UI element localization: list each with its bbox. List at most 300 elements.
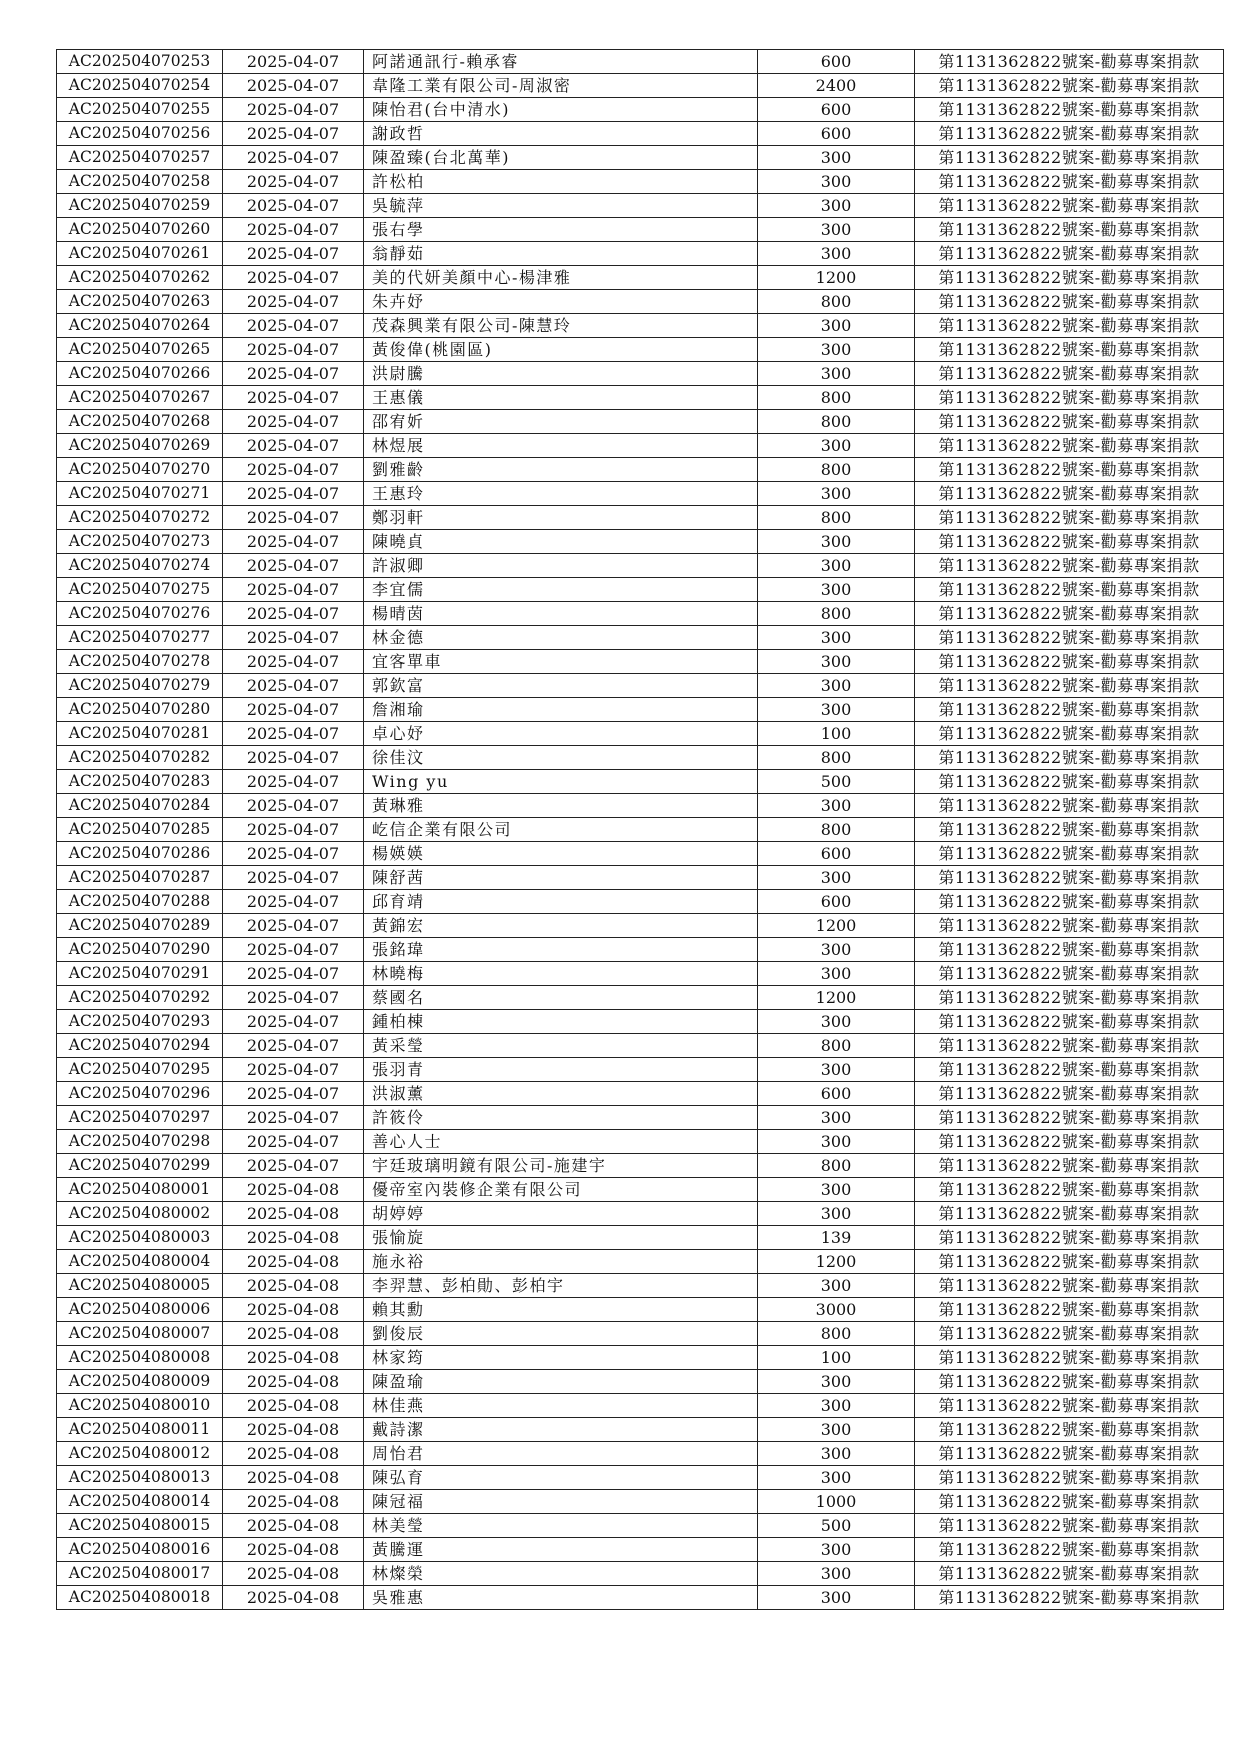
donation-amount-cell: 300	[758, 1466, 915, 1490]
table-row	[57, 122, 1224, 146]
receipt-number-cell: AC202504080016	[57, 1538, 223, 1562]
donation-amount-cell: 300	[758, 1370, 915, 1394]
table-row	[57, 1466, 1224, 1490]
table-row	[57, 1370, 1224, 1394]
donation-date-cell: 2025-04-07	[223, 674, 364, 698]
donation-date-cell: 2025-04-07	[223, 410, 364, 434]
donation-date-cell: 2025-04-07	[223, 434, 364, 458]
receipt-number-cell: AC202504070279	[57, 674, 223, 698]
donation-date-cell: 2025-04-08	[223, 1514, 364, 1538]
donor-name-cell: 林美瑩	[364, 1514, 758, 1538]
donation-purpose-cell: 第1131362822號案-勸募專案捐款	[915, 890, 1224, 914]
table-row	[57, 890, 1224, 914]
receipt-number-cell: AC202504070281	[57, 722, 223, 746]
donor-name-cell: 楊媖媖	[364, 842, 758, 866]
donor-name-cell: 劉俊辰	[364, 1322, 758, 1346]
donation-date-cell: 2025-04-08	[223, 1418, 364, 1442]
donor-name-cell: 黃琳雅	[364, 794, 758, 818]
receipt-number-cell: AC202504070269	[57, 434, 223, 458]
donation-date-cell: 2025-04-07	[223, 122, 364, 146]
receipt-number-cell: AC202504070268	[57, 410, 223, 434]
donation-purpose-cell: 第1131362822號案-勸募專案捐款	[915, 1394, 1224, 1418]
donation-amount-cell: 300	[758, 314, 915, 338]
donation-date-cell: 2025-04-07	[223, 482, 364, 506]
donation-amount-cell: 100	[758, 1346, 915, 1370]
donation-purpose-cell: 第1131362822號案-勸募專案捐款	[915, 1034, 1224, 1058]
donation-date-cell: 2025-04-07	[223, 1130, 364, 1154]
table-row	[57, 50, 1224, 74]
donation-purpose-cell: 第1131362822號案-勸募專案捐款	[915, 266, 1224, 290]
donation-purpose-cell: 第1131362822號案-勸募專案捐款	[915, 290, 1224, 314]
donor-name-cell: 張羽青	[364, 1058, 758, 1082]
donation-date-cell: 2025-04-08	[223, 1586, 364, 1610]
donation-amount-cell: 300	[758, 962, 915, 986]
donation-amount-cell: 300	[758, 482, 915, 506]
donation-date-cell: 2025-04-07	[223, 386, 364, 410]
receipt-number-cell: AC202504080015	[57, 1514, 223, 1538]
donation-table-body	[57, 50, 1224, 1610]
donation-date-cell: 2025-04-08	[223, 1274, 364, 1298]
table-row	[57, 98, 1224, 122]
donor-name-cell: 陳冠福	[364, 1490, 758, 1514]
donor-name-cell: 謝政哲	[364, 122, 758, 146]
donor-name-cell: 宇廷玻璃明鏡有限公司-施建宇	[364, 1154, 758, 1178]
receipt-number-cell: AC202504080013	[57, 1466, 223, 1490]
donation-date-cell: 2025-04-08	[223, 1442, 364, 1466]
receipt-number-cell: AC202504080014	[57, 1490, 223, 1514]
donation-amount-cell: 300	[758, 578, 915, 602]
receipt-number-cell: AC202504070276	[57, 602, 223, 626]
table-row	[57, 1010, 1224, 1034]
table-row	[57, 842, 1224, 866]
receipt-number-cell: AC202504080005	[57, 1274, 223, 1298]
table-row	[57, 866, 1224, 890]
donation-amount-cell: 300	[758, 554, 915, 578]
donation-date-cell: 2025-04-07	[223, 362, 364, 386]
table-row	[57, 170, 1224, 194]
donation-purpose-cell: 第1131362822號案-勸募專案捐款	[915, 362, 1224, 386]
donor-name-cell: 林曉梅	[364, 962, 758, 986]
donor-name-cell: 許松柏	[364, 170, 758, 194]
donation-date-cell: 2025-04-07	[223, 890, 364, 914]
donor-name-cell: 徐佳汶	[364, 746, 758, 770]
donation-date-cell: 2025-04-07	[223, 458, 364, 482]
donation-date-cell: 2025-04-08	[223, 1346, 364, 1370]
donation-date-cell: 2025-04-07	[223, 290, 364, 314]
donation-date-cell: 2025-04-07	[223, 938, 364, 962]
donation-purpose-cell: 第1131362822號案-勸募專案捐款	[915, 1514, 1224, 1538]
receipt-number-cell: AC202504070295	[57, 1058, 223, 1082]
donation-amount-cell: 300	[758, 1538, 915, 1562]
donation-date-cell: 2025-04-07	[223, 914, 364, 938]
donation-date-cell: 2025-04-07	[223, 554, 364, 578]
table-row	[57, 218, 1224, 242]
donor-name-cell: 戴詩潔	[364, 1418, 758, 1442]
donation-date-cell: 2025-04-07	[223, 1034, 364, 1058]
donation-purpose-cell: 第1131362822號案-勸募專案捐款	[915, 1202, 1224, 1226]
donation-purpose-cell: 第1131362822號案-勸募專案捐款	[915, 1154, 1224, 1178]
donor-name-cell: 翁靜茹	[364, 242, 758, 266]
donation-amount-cell: 1000	[758, 1490, 915, 1514]
donation-purpose-cell: 第1131362822號案-勸募專案捐款	[915, 674, 1224, 698]
receipt-number-cell: AC202504080012	[57, 1442, 223, 1466]
donation-date-cell: 2025-04-07	[223, 338, 364, 362]
receipt-number-cell: AC202504080009	[57, 1370, 223, 1394]
donor-name-cell: 王惠玲	[364, 482, 758, 506]
donation-date-cell: 2025-04-08	[223, 1490, 364, 1514]
receipt-number-cell: AC202504070261	[57, 242, 223, 266]
receipt-number-cell: AC202504070287	[57, 866, 223, 890]
receipt-number-cell: AC202504070274	[57, 554, 223, 578]
receipt-number-cell: AC202504080004	[57, 1250, 223, 1274]
donation-purpose-cell: 第1131362822號案-勸募專案捐款	[915, 194, 1224, 218]
table-row	[57, 1274, 1224, 1298]
donation-amount-cell: 600	[758, 842, 915, 866]
table-row	[57, 1034, 1224, 1058]
table-row	[57, 314, 1224, 338]
receipt-number-cell: AC202504070278	[57, 650, 223, 674]
table-row	[57, 362, 1224, 386]
donation-purpose-cell: 第1131362822號案-勸募專案捐款	[915, 602, 1224, 626]
donor-name-cell: 詹湘瑜	[364, 698, 758, 722]
table-row	[57, 746, 1224, 770]
table-row	[57, 1298, 1224, 1322]
table-row	[57, 242, 1224, 266]
donation-purpose-cell: 第1131362822號案-勸募專案捐款	[915, 1298, 1224, 1322]
receipt-number-cell: AC202504080007	[57, 1322, 223, 1346]
receipt-number-cell: AC202504070299	[57, 1154, 223, 1178]
receipt-number-cell: AC202504070256	[57, 122, 223, 146]
donor-name-cell: 李羿慧、彭柏勛、彭柏宇	[364, 1274, 758, 1298]
donation-amount-cell: 500	[758, 770, 915, 794]
donation-purpose-cell: 第1131362822號案-勸募專案捐款	[915, 1106, 1224, 1130]
donation-amount-cell: 2400	[758, 74, 915, 98]
table-row	[57, 1082, 1224, 1106]
donation-purpose-cell: 第1131362822號案-勸募專案捐款	[915, 1226, 1224, 1250]
donation-purpose-cell: 第1131362822號案-勸募專案捐款	[915, 1178, 1224, 1202]
donation-purpose-cell: 第1131362822號案-勸募專案捐款	[915, 410, 1224, 434]
donor-name-cell: 林佳燕	[364, 1394, 758, 1418]
table-row	[57, 530, 1224, 554]
donor-name-cell: 卓心妤	[364, 722, 758, 746]
donation-amount-cell: 800	[758, 1322, 915, 1346]
receipt-number-cell: AC202504070294	[57, 1034, 223, 1058]
donation-purpose-cell: 第1131362822號案-勸募專案捐款	[915, 482, 1224, 506]
donation-amount-cell: 300	[758, 698, 915, 722]
donation-date-cell: 2025-04-07	[223, 722, 364, 746]
donor-name-cell: 洪尉騰	[364, 362, 758, 386]
receipt-number-cell: AC202504070283	[57, 770, 223, 794]
donor-name-cell: 張愉旋	[364, 1226, 758, 1250]
donor-name-cell: 張右學	[364, 218, 758, 242]
donation-amount-cell: 600	[758, 122, 915, 146]
donation-purpose-cell: 第1131362822號案-勸募專案捐款	[915, 50, 1224, 74]
table-row	[57, 1154, 1224, 1178]
receipt-number-cell: AC202504080006	[57, 1298, 223, 1322]
receipt-number-cell: AC202504070259	[57, 194, 223, 218]
donation-amount-cell: 800	[758, 410, 915, 434]
donor-name-cell: 張銘瑋	[364, 938, 758, 962]
table-row	[57, 1178, 1224, 1202]
donation-date-cell: 2025-04-07	[223, 602, 364, 626]
donation-amount-cell: 300	[758, 794, 915, 818]
table-row	[57, 1346, 1224, 1370]
donor-name-cell: 黃俊偉(桃園區)	[364, 338, 758, 362]
receipt-number-cell: AC202504080008	[57, 1346, 223, 1370]
donation-purpose-cell: 第1131362822號案-勸募專案捐款	[915, 842, 1224, 866]
table-row	[57, 1490, 1224, 1514]
donation-amount-cell: 300	[758, 1586, 915, 1610]
donation-date-cell: 2025-04-07	[223, 74, 364, 98]
donation-amount-cell: 800	[758, 458, 915, 482]
donor-name-cell: 吳雅惠	[364, 1586, 758, 1610]
table-row	[57, 386, 1224, 410]
table-row	[57, 938, 1224, 962]
donation-amount-cell: 300	[758, 530, 915, 554]
donation-date-cell: 2025-04-07	[223, 650, 364, 674]
table-row	[57, 794, 1224, 818]
receipt-number-cell: AC202504070264	[57, 314, 223, 338]
donation-date-cell: 2025-04-07	[223, 1058, 364, 1082]
receipt-number-cell: AC202504070280	[57, 698, 223, 722]
donation-date-cell: 2025-04-07	[223, 530, 364, 554]
donation-date-cell: 2025-04-07	[223, 194, 364, 218]
table-row	[57, 818, 1224, 842]
donor-name-cell: 韋隆工業有限公司-周淑密	[364, 74, 758, 98]
donor-name-cell: 劉雅齡	[364, 458, 758, 482]
donor-name-cell: 邵宥妡	[364, 410, 758, 434]
donation-purpose-cell: 第1131362822號案-勸募專案捐款	[915, 1562, 1224, 1586]
donor-name-cell: 屹信企業有限公司	[364, 818, 758, 842]
donation-purpose-cell: 第1131362822號案-勸募專案捐款	[915, 698, 1224, 722]
donation-purpose-cell: 第1131362822號案-勸募專案捐款	[915, 1322, 1224, 1346]
table-row	[57, 458, 1224, 482]
donation-purpose-cell: 第1131362822號案-勸募專案捐款	[915, 218, 1224, 242]
donation-date-cell: 2025-04-07	[223, 770, 364, 794]
donation-amount-cell: 500	[758, 1514, 915, 1538]
table-row	[57, 962, 1224, 986]
donor-name-cell: 周怡君	[364, 1442, 758, 1466]
donation-amount-cell: 1200	[758, 986, 915, 1010]
donor-name-cell: 楊晴茵	[364, 602, 758, 626]
donation-amount-cell: 800	[758, 386, 915, 410]
table-row	[57, 1250, 1224, 1274]
donation-amount-cell: 300	[758, 1202, 915, 1226]
donation-amount-cell: 3000	[758, 1298, 915, 1322]
donor-name-cell: 美的代妍美顏中心-楊津雅	[364, 266, 758, 290]
receipt-number-cell: AC202504070266	[57, 362, 223, 386]
receipt-number-cell: AC202504080010	[57, 1394, 223, 1418]
donation-purpose-cell: 第1131362822號案-勸募專案捐款	[915, 338, 1224, 362]
receipt-number-cell: AC202504070267	[57, 386, 223, 410]
table-row	[57, 290, 1224, 314]
donation-purpose-cell: 第1131362822號案-勸募專案捐款	[915, 818, 1224, 842]
receipt-number-cell: AC202504070265	[57, 338, 223, 362]
table-row	[57, 1442, 1224, 1466]
donation-purpose-cell: 第1131362822號案-勸募專案捐款	[915, 242, 1224, 266]
receipt-number-cell: AC202504070260	[57, 218, 223, 242]
table-row	[57, 1538, 1224, 1562]
receipt-number-cell: AC202504070255	[57, 98, 223, 122]
donation-date-cell: 2025-04-08	[223, 1178, 364, 1202]
donor-name-cell: 陳盈瑜	[364, 1370, 758, 1394]
table-row	[57, 434, 1224, 458]
donation-amount-cell: 300	[758, 1130, 915, 1154]
donation-purpose-cell: 第1131362822號案-勸募專案捐款	[915, 74, 1224, 98]
table-row	[57, 914, 1224, 938]
donation-date-cell: 2025-04-07	[223, 698, 364, 722]
donation-amount-cell: 800	[758, 818, 915, 842]
table-row	[57, 722, 1224, 746]
donation-purpose-cell: 第1131362822號案-勸募專案捐款	[915, 938, 1224, 962]
donation-amount-cell: 300	[758, 1418, 915, 1442]
donation-purpose-cell: 第1131362822號案-勸募專案捐款	[915, 1370, 1224, 1394]
donation-purpose-cell: 第1131362822號案-勸募專案捐款	[915, 866, 1224, 890]
table-row	[57, 1514, 1224, 1538]
donor-name-cell: 宜客單車	[364, 650, 758, 674]
receipt-number-cell: AC202504070262	[57, 266, 223, 290]
donor-name-cell: 郭欽富	[364, 674, 758, 698]
receipt-number-cell: AC202504070273	[57, 530, 223, 554]
donor-name-cell: 黃騰運	[364, 1538, 758, 1562]
table-row	[57, 1586, 1224, 1610]
donation-amount-cell: 300	[758, 626, 915, 650]
donation-purpose-cell: 第1131362822號案-勸募專案捐款	[915, 386, 1224, 410]
receipt-number-cell: AC202504070275	[57, 578, 223, 602]
donation-amount-cell: 800	[758, 290, 915, 314]
receipt-number-cell: AC202504080001	[57, 1178, 223, 1202]
receipt-number-cell: AC202504070285	[57, 818, 223, 842]
donation-date-cell: 2025-04-07	[223, 50, 364, 74]
donation-amount-cell: 300	[758, 194, 915, 218]
donor-name-cell: 陳曉貞	[364, 530, 758, 554]
donation-purpose-cell: 第1131362822號案-勸募專案捐款	[915, 1442, 1224, 1466]
table-row	[57, 1394, 1224, 1418]
receipt-number-cell: AC202504070272	[57, 506, 223, 530]
donation-purpose-cell: 第1131362822號案-勸募專案捐款	[915, 1010, 1224, 1034]
donation-purpose-cell: 第1131362822號案-勸募專案捐款	[915, 914, 1224, 938]
receipt-number-cell: AC202504080002	[57, 1202, 223, 1226]
receipt-number-cell: AC202504070296	[57, 1082, 223, 1106]
donation-amount-cell: 300	[758, 1010, 915, 1034]
donation-date-cell: 2025-04-07	[223, 578, 364, 602]
donation-date-cell: 2025-04-07	[223, 146, 364, 170]
donor-name-cell: 林燦榮	[364, 1562, 758, 1586]
donation-amount-cell: 300	[758, 338, 915, 362]
donor-name-cell: 林家筠	[364, 1346, 758, 1370]
donation-purpose-cell: 第1131362822號案-勸募專案捐款	[915, 434, 1224, 458]
donation-purpose-cell: 第1131362822號案-勸募專案捐款	[915, 770, 1224, 794]
table-row	[57, 1418, 1224, 1442]
donation-date-cell: 2025-04-07	[223, 626, 364, 650]
donor-name-cell: 善心人士	[364, 1130, 758, 1154]
table-row	[57, 986, 1224, 1010]
table-row	[57, 410, 1224, 434]
donation-date-cell: 2025-04-08	[223, 1538, 364, 1562]
donation-amount-cell: 300	[758, 362, 915, 386]
table-row	[57, 578, 1224, 602]
receipt-number-cell: AC202504070257	[57, 146, 223, 170]
table-row	[57, 338, 1224, 362]
donation-purpose-cell: 第1131362822號案-勸募專案捐款	[915, 1130, 1224, 1154]
donation-date-cell: 2025-04-07	[223, 314, 364, 338]
donor-name-cell: 陳弘育	[364, 1466, 758, 1490]
donation-purpose-cell: 第1131362822號案-勸募專案捐款	[915, 530, 1224, 554]
donation-purpose-cell: 第1131362822號案-勸募專案捐款	[915, 1586, 1224, 1610]
donation-amount-cell: 300	[758, 1442, 915, 1466]
receipt-number-cell: AC202504080011	[57, 1418, 223, 1442]
donor-name-cell: 許筱伶	[364, 1106, 758, 1130]
receipt-number-cell: AC202504070297	[57, 1106, 223, 1130]
donation-amount-cell: 300	[758, 1394, 915, 1418]
receipt-number-cell: AC202504070271	[57, 482, 223, 506]
donation-amount-cell: 300	[758, 1058, 915, 1082]
donation-amount-cell: 600	[758, 50, 915, 74]
donation-purpose-cell: 第1131362822號案-勸募專案捐款	[915, 1250, 1224, 1274]
table-row	[57, 146, 1224, 170]
receipt-number-cell: AC202504070291	[57, 962, 223, 986]
receipt-number-cell: AC202504070288	[57, 890, 223, 914]
table-row	[57, 194, 1224, 218]
donation-amount-cell: 300	[758, 170, 915, 194]
table-row	[57, 1106, 1224, 1130]
receipt-number-cell: AC202504070270	[57, 458, 223, 482]
receipt-number-cell: AC202504070286	[57, 842, 223, 866]
donation-purpose-cell: 第1131362822號案-勸募專案捐款	[915, 98, 1224, 122]
donation-amount-cell: 300	[758, 146, 915, 170]
donation-purpose-cell: 第1131362822號案-勸募專案捐款	[915, 650, 1224, 674]
donation-date-cell: 2025-04-07	[223, 170, 364, 194]
donation-date-cell: 2025-04-08	[223, 1394, 364, 1418]
donor-name-cell: 林煜展	[364, 434, 758, 458]
donation-purpose-cell: 第1131362822號案-勸募專案捐款	[915, 1490, 1224, 1514]
donation-purpose-cell: 第1131362822號案-勸募專案捐款	[915, 626, 1224, 650]
table-row	[57, 554, 1224, 578]
donation-amount-cell: 1200	[758, 266, 915, 290]
donation-purpose-cell: 第1131362822號案-勸募專案捐款	[915, 1538, 1224, 1562]
table-row	[57, 674, 1224, 698]
donor-name-cell: Wing yu	[364, 770, 758, 794]
donor-name-cell: 茂森興業有限公司-陳慧玲	[364, 314, 758, 338]
donation-amount-cell: 300	[758, 1178, 915, 1202]
donation-date-cell: 2025-04-08	[223, 1226, 364, 1250]
donation-purpose-cell: 第1131362822號案-勸募專案捐款	[915, 1466, 1224, 1490]
donation-amount-cell: 800	[758, 506, 915, 530]
donor-name-cell: 胡婷婷	[364, 1202, 758, 1226]
donation-amount-cell: 300	[758, 1274, 915, 1298]
donor-name-cell: 邱育靖	[364, 890, 758, 914]
donation-date-cell: 2025-04-08	[223, 1298, 364, 1322]
donor-name-cell: 優帝室內裝修企業有限公司	[364, 1178, 758, 1202]
donation-date-cell: 2025-04-08	[223, 1466, 364, 1490]
table-row	[57, 482, 1224, 506]
table-row	[57, 1226, 1224, 1250]
donation-amount-cell: 600	[758, 98, 915, 122]
donation-amount-cell: 139	[758, 1226, 915, 1250]
donation-amount-cell: 800	[758, 746, 915, 770]
donation-date-cell: 2025-04-08	[223, 1562, 364, 1586]
donation-amount-cell: 300	[758, 1106, 915, 1130]
donor-name-cell: 王惠儀	[364, 386, 758, 410]
donation-date-cell: 2025-04-08	[223, 1202, 364, 1226]
donation-amount-cell: 300	[758, 1562, 915, 1586]
donation-date-cell: 2025-04-07	[223, 866, 364, 890]
donor-name-cell: 施永裕	[364, 1250, 758, 1274]
donor-name-cell: 許淑卿	[364, 554, 758, 578]
donation-date-cell: 2025-04-07	[223, 1082, 364, 1106]
receipt-number-cell: AC202504070289	[57, 914, 223, 938]
receipt-number-cell: AC202504070258	[57, 170, 223, 194]
